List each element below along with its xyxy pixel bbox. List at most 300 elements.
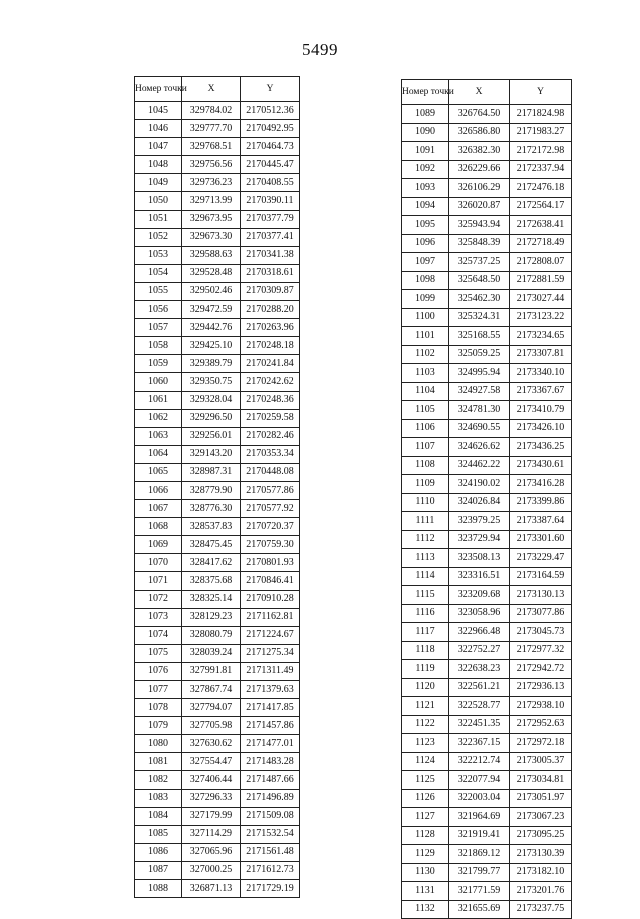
- cell-point-number: 1063: [135, 427, 182, 445]
- cell-y: 2171612.73: [241, 861, 300, 879]
- cell-point-number: 1089: [402, 105, 449, 124]
- cell-point-number: 1080: [135, 735, 182, 753]
- cell-point-number: 1126: [402, 789, 449, 808]
- cell-point-number: 1078: [135, 699, 182, 717]
- cell-y: 2170577.86: [241, 481, 300, 499]
- cell-point-number: 1050: [135, 192, 182, 210]
- cell-point-number: 1093: [402, 179, 449, 198]
- cell-x: 322561.21: [449, 678, 510, 697]
- cell-y: 2170341.38: [241, 246, 300, 264]
- cell-point-number: 1099: [402, 290, 449, 309]
- cell-y: 2173410.79: [510, 401, 572, 420]
- cell-x: 322528.77: [449, 697, 510, 716]
- cell-y: 2171483.28: [241, 753, 300, 771]
- cell-x: 328375.68: [182, 572, 241, 590]
- cell-x: 323508.13: [449, 549, 510, 568]
- cell-point-number: 1107: [402, 438, 449, 457]
- cell-x: 322077.94: [449, 771, 510, 790]
- table-row: [402, 438, 572, 457]
- cell-point-number: 1097: [402, 253, 449, 272]
- cell-point-number: 1117: [402, 623, 449, 642]
- cell-y: 2173123.22: [510, 308, 572, 327]
- table-row: [402, 382, 572, 401]
- cell-y: 2170846.41: [241, 572, 300, 590]
- cell-y: 2173051.97: [510, 789, 572, 808]
- table-row: [402, 660, 572, 679]
- cell-x: 329756.56: [182, 156, 241, 174]
- cell-point-number: 1108: [402, 456, 449, 475]
- table-row: [402, 530, 572, 549]
- cell-y: 2173034.81: [510, 771, 572, 790]
- cell-point-number: 1064: [135, 445, 182, 463]
- cell-point-number: 1068: [135, 518, 182, 536]
- header-x: X: [449, 80, 510, 105]
- cell-point-number: 1132: [402, 900, 449, 919]
- cell-point-number: 1109: [402, 475, 449, 494]
- cell-x: 327554.47: [182, 753, 241, 771]
- cell-y: 2170492.95: [241, 120, 300, 138]
- cell-x: 326871.13: [182, 880, 241, 898]
- cell-x: 325943.94: [449, 216, 510, 235]
- cell-y: 2173436.25: [510, 438, 572, 457]
- table-row: [135, 771, 300, 789]
- cell-x: 329442.76: [182, 319, 241, 337]
- cell-y: 2170377.79: [241, 210, 300, 228]
- cell-x: 321964.69: [449, 808, 510, 827]
- cell-y: 2172972.18: [510, 734, 572, 753]
- cell-y: 2170263.96: [241, 319, 300, 337]
- cell-point-number: 1070: [135, 554, 182, 572]
- header-y: Y: [510, 80, 572, 105]
- cell-x: 322752.27: [449, 641, 510, 660]
- cell-point-number: 1046: [135, 120, 182, 138]
- cell-x: 327406.44: [182, 771, 241, 789]
- cell-y: 2170720.37: [241, 518, 300, 536]
- cell-y: 2170248.18: [241, 337, 300, 355]
- cell-x: 327114.29: [182, 825, 241, 843]
- cell-x: 328325.14: [182, 590, 241, 608]
- cell-y: 2170318.61: [241, 264, 300, 282]
- cell-y: 2170445.47: [241, 156, 300, 174]
- cell-x: 324781.30: [449, 401, 510, 420]
- cell-point-number: 1092: [402, 160, 449, 179]
- cell-x: 327630.62: [182, 735, 241, 753]
- cell-y: 2173045.73: [510, 623, 572, 642]
- cell-point-number: 1058: [135, 337, 182, 355]
- cell-y: 2170512.36: [241, 102, 300, 120]
- table-row: [135, 753, 300, 771]
- cell-y: 2170390.11: [241, 192, 300, 210]
- cell-x: 323316.51: [449, 567, 510, 586]
- table-row: [402, 345, 572, 364]
- cell-x: 326229.66: [449, 160, 510, 179]
- cell-y: 2170353.34: [241, 445, 300, 463]
- table-row: [402, 493, 572, 512]
- cell-y: 2170309.87: [241, 282, 300, 300]
- cell-x: 328039.24: [182, 644, 241, 662]
- cell-x: 323058.96: [449, 604, 510, 623]
- cell-point-number: 1127: [402, 808, 449, 827]
- cell-point-number: 1125: [402, 771, 449, 790]
- table-row: [402, 641, 572, 660]
- cell-point-number: 1056: [135, 301, 182, 319]
- cell-y: 2171496.89: [241, 789, 300, 807]
- cell-x: 322367.15: [449, 734, 510, 753]
- table-header-row: [402, 80, 572, 105]
- cell-y: 2171224.67: [241, 626, 300, 644]
- cell-x: 329350.75: [182, 373, 241, 391]
- cell-x: 321799.77: [449, 863, 510, 882]
- cell-x: 322451.35: [449, 715, 510, 734]
- cell-point-number: 1120: [402, 678, 449, 697]
- cell-point-number: 1124: [402, 752, 449, 771]
- cell-point-number: 1103: [402, 364, 449, 383]
- cell-point-number: 1069: [135, 536, 182, 554]
- table-row: [135, 590, 300, 608]
- cell-x: 325648.50: [449, 271, 510, 290]
- cell-y: 2173367.67: [510, 382, 572, 401]
- cell-point-number: 1066: [135, 481, 182, 499]
- cell-y: 2173229.47: [510, 549, 572, 568]
- cell-point-number: 1076: [135, 662, 182, 680]
- cell-point-number: 1112: [402, 530, 449, 549]
- header-y: Y: [241, 77, 300, 102]
- cell-y: 2171532.54: [241, 825, 300, 843]
- cell-x: 327794.07: [182, 699, 241, 717]
- table-row: [135, 246, 300, 264]
- cell-x: 327867.74: [182, 681, 241, 699]
- cell-point-number: 1049: [135, 174, 182, 192]
- cell-x: 325737.25: [449, 253, 510, 272]
- cell-point-number: 1072: [135, 590, 182, 608]
- cell-point-number: 1062: [135, 409, 182, 427]
- cell-y: 2173067.23: [510, 808, 572, 827]
- table-row: [135, 807, 300, 825]
- cell-point-number: 1067: [135, 500, 182, 518]
- table-row: [402, 512, 572, 531]
- table-row: [135, 391, 300, 409]
- cell-y: 2173387.64: [510, 512, 572, 531]
- cell-y: 2173077.86: [510, 604, 572, 623]
- table-row: [135, 282, 300, 300]
- cell-y: 2173237.75: [510, 900, 572, 919]
- cell-x: 327705.98: [182, 717, 241, 735]
- table-row: [135, 735, 300, 753]
- table-row: [135, 536, 300, 554]
- cell-y: 2173182.10: [510, 863, 572, 882]
- cell-y: 2172638.41: [510, 216, 572, 235]
- cell-point-number: 1098: [402, 271, 449, 290]
- cell-point-number: 1116: [402, 604, 449, 623]
- cell-x: 329296.50: [182, 409, 241, 427]
- cell-x: 326106.29: [449, 179, 510, 198]
- cell-y: 2172808.07: [510, 253, 572, 272]
- table-row: [135, 717, 300, 735]
- cell-point-number: 1059: [135, 355, 182, 373]
- cell-x: 322003.04: [449, 789, 510, 808]
- cell-y: 2173234.65: [510, 327, 572, 346]
- cell-x: 325168.55: [449, 327, 510, 346]
- table-row: [402, 401, 572, 420]
- cell-point-number: 1102: [402, 345, 449, 364]
- cell-y: 2173164.59: [510, 567, 572, 586]
- cell-y: 2170759.30: [241, 536, 300, 554]
- table-row: [135, 156, 300, 174]
- cell-y: 2172718.49: [510, 234, 572, 253]
- cell-point-number: 1091: [402, 142, 449, 161]
- table-row: [402, 290, 572, 309]
- cell-x: 329784.02: [182, 102, 241, 120]
- table-row: [135, 355, 300, 373]
- cell-y: 2173201.76: [510, 882, 572, 901]
- table-row: [135, 138, 300, 156]
- cell-x: 327296.33: [182, 789, 241, 807]
- cell-point-number: 1071: [135, 572, 182, 590]
- cell-point-number: 1090: [402, 123, 449, 142]
- cell-point-number: 1085: [135, 825, 182, 843]
- table-row: [402, 216, 572, 235]
- cell-point-number: 1073: [135, 608, 182, 626]
- cell-point-number: 1123: [402, 734, 449, 753]
- table-row: [135, 644, 300, 662]
- cell-point-number: 1131: [402, 882, 449, 901]
- cell-x: 327065.96: [182, 843, 241, 861]
- cell-y: 2171477.01: [241, 735, 300, 753]
- table-row: [402, 234, 572, 253]
- cell-point-number: 1118: [402, 641, 449, 660]
- cell-y: 2173416.28: [510, 475, 572, 494]
- cell-point-number: 1104: [402, 382, 449, 401]
- cell-point-number: 1114: [402, 567, 449, 586]
- cell-y: 2172564.17: [510, 197, 572, 216]
- table-row: [135, 662, 300, 680]
- cell-x: 329143.20: [182, 445, 241, 463]
- table-row: [135, 880, 300, 898]
- table-row: [135, 210, 300, 228]
- table-row: [402, 475, 572, 494]
- cell-point-number: 1129: [402, 845, 449, 864]
- table-row: [135, 409, 300, 427]
- table-row: [135, 554, 300, 572]
- cell-x: 326764.50: [449, 105, 510, 124]
- cell-x: 329713.99: [182, 192, 241, 210]
- table-row: [135, 861, 300, 879]
- table-row: [135, 174, 300, 192]
- table-row: [402, 752, 572, 771]
- cell-y: 2172936.13: [510, 678, 572, 697]
- cell-y: 2171275.34: [241, 644, 300, 662]
- cell-x: 327991.81: [182, 662, 241, 680]
- cell-y: 2173430.61: [510, 456, 572, 475]
- cell-x: 321771.59: [449, 882, 510, 901]
- cell-x: 329502.46: [182, 282, 241, 300]
- table-row: [402, 364, 572, 383]
- cell-y: 2173130.13: [510, 586, 572, 605]
- cell-y: 2172938.10: [510, 697, 572, 716]
- cell-y: 2170241.84: [241, 355, 300, 373]
- table-row: [402, 549, 572, 568]
- table-row: [402, 123, 572, 142]
- header-point-number: Номер точки: [135, 77, 182, 102]
- table-row: [135, 518, 300, 536]
- cell-y: 2171983.27: [510, 123, 572, 142]
- cell-point-number: 1101: [402, 327, 449, 346]
- cell-x: 328987.31: [182, 463, 241, 481]
- table-row: [402, 734, 572, 753]
- cell-x: 327000.25: [182, 861, 241, 879]
- cell-x: 324626.62: [449, 438, 510, 457]
- cell-point-number: 1083: [135, 789, 182, 807]
- table-row: [402, 419, 572, 438]
- cell-y: 2170910.28: [241, 590, 300, 608]
- cell-x: 325059.25: [449, 345, 510, 364]
- cell-y: 2170408.55: [241, 174, 300, 192]
- table-row: [135, 337, 300, 355]
- cell-y: 2171509.08: [241, 807, 300, 825]
- cell-y: 2171824.98: [510, 105, 572, 124]
- cell-x: 323979.25: [449, 512, 510, 531]
- cell-point-number: 1053: [135, 246, 182, 264]
- cell-y: 2172977.32: [510, 641, 572, 660]
- cell-point-number: 1074: [135, 626, 182, 644]
- cell-point-number: 1075: [135, 644, 182, 662]
- cell-point-number: 1130: [402, 863, 449, 882]
- cell-point-number: 1054: [135, 264, 182, 282]
- cell-x: 329673.30: [182, 228, 241, 246]
- cell-y: 2171162.81: [241, 608, 300, 626]
- table-row: [402, 863, 572, 882]
- table-row: [135, 192, 300, 210]
- cell-x: 325462.30: [449, 290, 510, 309]
- table-row: [402, 456, 572, 475]
- table-row: [135, 481, 300, 499]
- table-row: [135, 825, 300, 843]
- cell-x: 327179.99: [182, 807, 241, 825]
- cell-y: 2170248.36: [241, 391, 300, 409]
- cell-x: 324690.55: [449, 419, 510, 438]
- cell-x: 326020.87: [449, 197, 510, 216]
- cell-point-number: 1057: [135, 319, 182, 337]
- cell-y: 2171729.19: [241, 880, 300, 898]
- table-row: [402, 900, 572, 919]
- cell-x: 329425.10: [182, 337, 241, 355]
- coordinates-table-left: [134, 76, 300, 898]
- cell-point-number: 1077: [135, 681, 182, 699]
- table-row: [402, 327, 572, 346]
- cell-x: 328129.23: [182, 608, 241, 626]
- cell-y: 2173095.25: [510, 826, 572, 845]
- cell-y: 2173307.81: [510, 345, 572, 364]
- cell-point-number: 1051: [135, 210, 182, 228]
- cell-x: 322638.23: [449, 660, 510, 679]
- cell-point-number: 1079: [135, 717, 182, 735]
- table-row: [135, 572, 300, 590]
- cell-x: 323209.68: [449, 586, 510, 605]
- cell-point-number: 1047: [135, 138, 182, 156]
- cell-y: 2171417.85: [241, 699, 300, 717]
- cell-y: 2172172.98: [510, 142, 572, 161]
- table-row: [402, 586, 572, 605]
- table-row: [402, 604, 572, 623]
- cell-x: 321869.12: [449, 845, 510, 864]
- cell-point-number: 1110: [402, 493, 449, 512]
- table-row: [402, 882, 572, 901]
- cell-point-number: 1100: [402, 308, 449, 327]
- table-row: [135, 608, 300, 626]
- cell-y: 2170801.93: [241, 554, 300, 572]
- table-row: [402, 142, 572, 161]
- table-row: [135, 373, 300, 391]
- table-row: [402, 179, 572, 198]
- cell-point-number: 1119: [402, 660, 449, 679]
- cell-x: 328417.62: [182, 554, 241, 572]
- cell-x: 329768.51: [182, 138, 241, 156]
- cell-point-number: 1055: [135, 282, 182, 300]
- cell-point-number: 1065: [135, 463, 182, 481]
- cell-x: 324462.22: [449, 456, 510, 475]
- cell-point-number: 1048: [135, 156, 182, 174]
- table-row: [402, 197, 572, 216]
- cell-x: 329389.79: [182, 355, 241, 373]
- cell-point-number: 1082: [135, 771, 182, 789]
- cell-x: 328776.30: [182, 500, 241, 518]
- cell-point-number: 1088: [135, 880, 182, 898]
- cell-x: 329777.70: [182, 120, 241, 138]
- table-row: [135, 500, 300, 518]
- cell-x: 329256.01: [182, 427, 241, 445]
- cell-x: 324995.94: [449, 364, 510, 383]
- cell-y: 2171487.66: [241, 771, 300, 789]
- table-row: [402, 826, 572, 845]
- cell-y: 2170242.62: [241, 373, 300, 391]
- cell-point-number: 1113: [402, 549, 449, 568]
- table-row: [135, 120, 300, 138]
- table-row: [402, 808, 572, 827]
- cell-x: 323729.94: [449, 530, 510, 549]
- cell-point-number: 1106: [402, 419, 449, 438]
- page-number: 5499: [302, 40, 338, 59]
- cell-x: 324026.84: [449, 493, 510, 512]
- cell-y: 2173301.60: [510, 530, 572, 549]
- cell-y: 2170377.41: [241, 228, 300, 246]
- cell-y: 2170259.58: [241, 409, 300, 427]
- cell-x: 328537.83: [182, 518, 241, 536]
- table-row: [402, 567, 572, 586]
- cell-x: 324927.58: [449, 382, 510, 401]
- cell-y: 2173340.10: [510, 364, 572, 383]
- cell-y: 2171457.86: [241, 717, 300, 735]
- coordinates-table-right: [401, 79, 572, 919]
- table-row: [402, 160, 572, 179]
- cell-point-number: 1121: [402, 697, 449, 716]
- header-x: X: [182, 77, 241, 102]
- cell-point-number: 1084: [135, 807, 182, 825]
- cell-x: 329588.63: [182, 246, 241, 264]
- cell-y: 2171561.48: [241, 843, 300, 861]
- cell-y: 2170464.73: [241, 138, 300, 156]
- cell-point-number: 1052: [135, 228, 182, 246]
- cell-point-number: 1115: [402, 586, 449, 605]
- cell-point-number: 1096: [402, 234, 449, 253]
- table-row: [135, 427, 300, 445]
- table-row: [402, 623, 572, 642]
- cell-y: 2173005.37: [510, 752, 572, 771]
- table-row: [135, 681, 300, 699]
- table-row: [402, 308, 572, 327]
- cell-point-number: 1128: [402, 826, 449, 845]
- cell-x: 321655.69: [449, 900, 510, 919]
- table-row: [135, 789, 300, 807]
